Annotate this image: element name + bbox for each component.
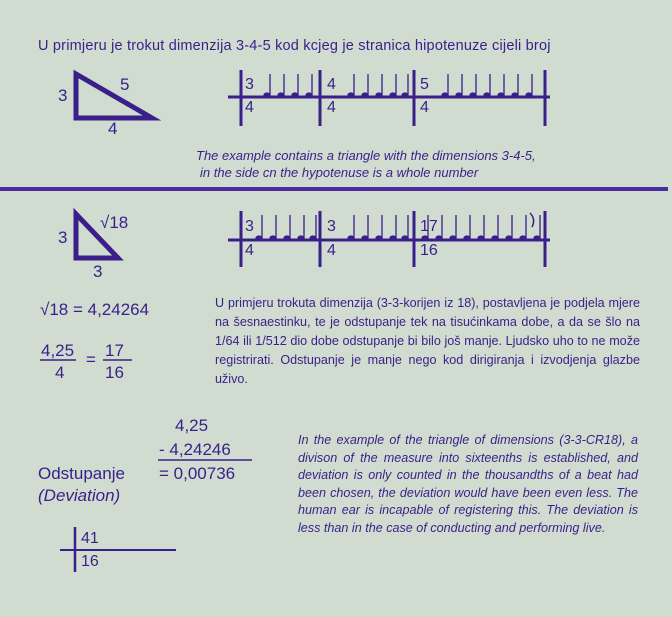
note-head bbox=[525, 92, 532, 97]
note-head bbox=[449, 235, 456, 240]
note-head bbox=[389, 235, 396, 240]
note-head bbox=[375, 235, 382, 240]
subtraction-subtrahend: - 4,24246 bbox=[159, 440, 231, 459]
top-tri-hyp: 5 bbox=[120, 75, 130, 94]
note-flag bbox=[530, 213, 534, 227]
note-head bbox=[533, 235, 540, 240]
note-head bbox=[511, 92, 518, 97]
note-head bbox=[361, 235, 368, 240]
fraction-equals: = bbox=[86, 350, 96, 369]
fraction-right-num: 17 bbox=[105, 341, 124, 360]
deviation-label-en: (Deviation) bbox=[38, 486, 121, 505]
note-head bbox=[519, 235, 526, 240]
note-head bbox=[347, 92, 354, 97]
note-head bbox=[421, 235, 428, 240]
note-head bbox=[277, 92, 284, 97]
bottom-meter-2-den: 4 bbox=[327, 242, 336, 259]
note-head bbox=[401, 92, 408, 97]
top-tri-base: 4 bbox=[108, 119, 118, 138]
fraction-left-den: 4 bbox=[55, 363, 65, 382]
bottom-meter-1-num: 3 bbox=[245, 218, 254, 235]
subtraction-result: = 0,00736 bbox=[159, 464, 236, 483]
bottom-tri-base: 3 bbox=[93, 262, 103, 281]
note-head bbox=[347, 235, 354, 240]
bottom-tri-hyp: √18 bbox=[100, 213, 129, 232]
note-head bbox=[455, 92, 462, 97]
triangle-3-4-5 bbox=[76, 74, 152, 118]
staff-bottom bbox=[228, 211, 550, 267]
top-heading: U primjeru je trokut dimenzija 3-4-5 kod kcjeg je stranica hipotenuze cijeli broj bbox=[38, 38, 551, 54]
top-meter-3-num: 5 bbox=[420, 76, 429, 93]
top-english-line2: in the side cn the hypotenuse is a whole number bbox=[200, 165, 479, 180]
note-head bbox=[375, 92, 382, 97]
note-head bbox=[269, 235, 276, 240]
staff-top bbox=[228, 70, 550, 126]
note-head bbox=[477, 235, 484, 240]
top-meter-2-den: 4 bbox=[327, 99, 336, 116]
note-head bbox=[255, 235, 262, 240]
note-head bbox=[305, 92, 312, 97]
croatian-paragraph: U primjeru trokuta dimenzija (3-3-korijen iz 18), postavljena je podjela mjere na šesnaestinku, te je odstupanje tek na tisućinkama dobe, a da se šlo na 1/64 ili 1/512 dio dobe odstupanje bi bilo još manje. Ljudsko uho to ne može registrirati. Odstupanje je manje nego kod dirigiranja i izvodjenja glazbe uživo. bbox=[215, 296, 640, 386]
deviation-label: Odstupanje bbox=[38, 464, 125, 483]
top-english-line1: The example contains a triangle with the dimensions 3-4-5, bbox=[196, 148, 536, 163]
note-head bbox=[441, 92, 448, 97]
bottom-meter-3-den: 16 bbox=[420, 242, 438, 259]
note-head bbox=[505, 235, 512, 240]
small-meter-den: 16 bbox=[81, 553, 99, 570]
note-head bbox=[291, 92, 298, 97]
note-head bbox=[463, 235, 470, 240]
bottom-meter-3-num: 17 bbox=[420, 218, 438, 235]
note-head bbox=[435, 235, 442, 240]
fraction-left-num: 4,25 bbox=[41, 341, 75, 360]
note-head bbox=[389, 92, 396, 97]
top-tri-vertical: 3 bbox=[58, 86, 68, 105]
note-head bbox=[263, 92, 270, 97]
note-head bbox=[483, 92, 490, 97]
note-head bbox=[497, 92, 504, 97]
bottom-tri-vertical: 3 bbox=[58, 228, 68, 247]
small-meter-num: 41 bbox=[81, 530, 99, 547]
note-head bbox=[469, 92, 476, 97]
top-meter-1-num: 3 bbox=[245, 76, 254, 93]
bottom-meter-2-num: 3 bbox=[327, 218, 336, 235]
english-paragraph: In the example of the triangle of dimensions (3-3-CR18), a divison of the measure into sixteenths is established, and deviation is only counted in the thousandths of a beat had been chosen, the deviation would have been even less. The human ear is incapable of registering this. The deviation is less than in the case of conducting and performing live. bbox=[298, 433, 638, 535]
subtraction-minuend: 4,25 bbox=[175, 416, 209, 435]
note-head bbox=[309, 235, 316, 240]
top-meter-3-den: 4 bbox=[420, 99, 429, 116]
top-meter-2-num: 4 bbox=[327, 76, 336, 93]
note-head bbox=[361, 92, 368, 97]
note-head bbox=[401, 235, 408, 240]
bottom-meter-1-den: 4 bbox=[245, 242, 254, 259]
note-head bbox=[283, 235, 290, 240]
note-head bbox=[491, 235, 498, 240]
top-meter-1-den: 4 bbox=[245, 99, 254, 116]
note-head bbox=[297, 235, 304, 240]
fraction-right-den: 16 bbox=[105, 363, 124, 382]
sqrt-equation: √18 = 4,24264 bbox=[40, 300, 150, 319]
